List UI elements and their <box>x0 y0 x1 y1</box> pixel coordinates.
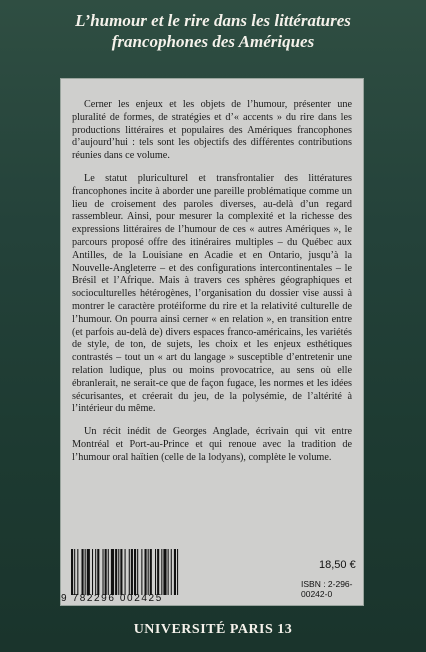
price-label: 18,50 € <box>319 559 356 571</box>
barcode <box>61 549 251 607</box>
barcode-number: 9 782296 002425 <box>61 593 163 604</box>
publisher-name: UNIVERSITÉ PARIS 13 <box>133 622 293 637</box>
blurb-paragraph-1: Cerner les enjeux et les objets de l’humour, présenter une pluralité de formes, de stratégies et d’« accents » du rire dans les productions littéraires et populaires des Amériques francophones d’aujourd’hui : tels sont les objectifs des différentes contributions réunies dans ce volume. <box>72 99 352 162</box>
isbn-label: ISBN : 2-296-00242-0 <box>301 579 353 599</box>
book-title <box>0 10 426 52</box>
blurb-paragraph-2: Le statut pluriculturel et transfrontalier des littératures francophones incite à aborder une pareille problématique comme un lieu de croisement des paroles diverses, au-delà d’un regard rassembleur. Ainsi, pour mesurer la complexité et la richesse des expressions littéraires de l’humour de ces « autres Amériques », le parcours proposé offre des itinéraires multiples – du Québec aux Antilles, de la Louisiane en Acadie et en Ontario, jusqu’à la Nouvelle-Angleterre – et des configurations intercontinentales – le Brésil et l’Afrique. Mais à travers ces sphères géographiques et socioculturelles hétérogènes, l’organisation du dossier vise aussi à montrer le caractère protéiforme du rire et la relativité culturelle de l’humour. On pourra ainsi cerner « en relation », en transition entre (et parfois au-delà de) divers espaces franco-américains, les variétés de style, de ton, de sujets, les choix et les enjeux esthétiques contrastés – tout un « art du langage » susceptible d’entretenir une relation ludique, plus ou moins provocatrice, au sens où elle ébranlerait, ne serait-ce que de façon fugace, les normes et les idées sécurisantes, et créerait du jeu, de la polysémie, de l’altérité à l’intérieur du même. <box>72 172 352 415</box>
title-line-1: L’humour et le rire dans les littératures <box>75 11 351 30</box>
blurb-paragraph-3: Un récit inédit de Georges Anglade, écrivain qui vit entre Montréal et Port-au-Prince et qui renoue avec la tradition de l’humour oral haïtien (celle de la lodyans), complète le volume. <box>72 426 352 463</box>
title-line-2: francophones des Amériques <box>111 32 315 51</box>
blurb-panel <box>60 78 364 606</box>
barcode-bars <box>71 549 241 595</box>
